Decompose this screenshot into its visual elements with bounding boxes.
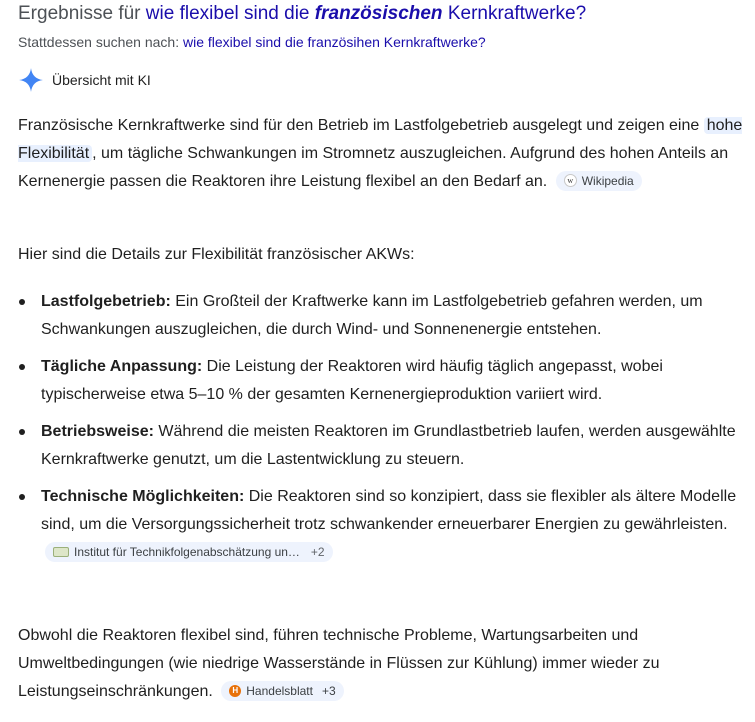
source-chip-handelsblatt[interactable]: H Handelsblatt +3 (221, 681, 343, 701)
list-item: Tägliche Anpassung: Die Leistung der Reaktoren wird häufig täglich angepasst, wobei typischerweise etwa 5–10 % der gesamten Kernenergieproduktion variiert wird. (18, 353, 748, 409)
wikipedia-icon: w (564, 174, 577, 187)
overview-paragraph-2: Obwohl die Reaktoren flexibel sind, führen technische Probleme, Wartungsarbeiten und Umweltbedingungen (wie niedrige Wasserstände in Flüssen zur Kühlung) immer wieder zu Leistungseinschränkungen. H Handelsblatt +3 (18, 627, 660, 700)
search-instead-label: Stattdessen suchen nach: (18, 34, 183, 50)
overview-paragraph-1: Französische Kernkraftwerke sind für den Betrieb im Lastfolgebetrieb ausgelegt und zeigen eine hohe Flexibilität , um tägliche Schwankungen im Stromnetz auszugleichen. Aufgrund des hohen Anteils an Kernenergie passen die Reaktoren ihre Leistung flexibel an den Bedarf an. w Wikipedia (18, 117, 743, 190)
sparkle-icon (18, 67, 44, 93)
ai-overview-heading (18, 67, 151, 93)
list-item: Technische Möglichkeiten: Die Reaktoren sind so konzipiert, dass sie flexibler als ältere Modelle sind, um die Versorgungssicherheit trotz schwankender erneuerbarer Energien zu gewährleisten. Institut für Technikfolgenabschätzung un… +2 (18, 483, 748, 567)
list-item: Lastfolgebetrieb: Ein Großteil der Kraftwerke kann im Lastfolgebetrieb gefahren werden, um Schwankungen auszugleichen, die durch Wind- und Sonnenenergie entstehen. (18, 288, 748, 344)
handelsblatt-icon: H (229, 685, 241, 697)
original-query-link[interactable]: wie flexibel sind die französihen Kernkraftwerke? (183, 34, 486, 50)
results-for-header (18, 3, 586, 25)
list-item: Betriebsweise: Während die meisten Reaktoren im Grundlastbetrieb laufen, werden ausgewählte Kernkraftwerke genutzt, um die Lastentwicklung zu steuern. (18, 418, 748, 474)
source-chip-institut[interactable]: Institut für Technikfolgenabschätzung un… +2 (45, 542, 333, 562)
details-list (18, 288, 748, 576)
source-chip-wikipedia[interactable]: w Wikipedia (556, 171, 642, 191)
corrected-query-link[interactable]: wie flexibel sind die französischen Kernkraftwerke? (145, 3, 587, 24)
details-intro: Hier sind die Details zur Flexibilität französischer AKWs: (18, 246, 415, 263)
institute-logo-icon (53, 547, 69, 557)
results-prefix: Ergebnisse für (18, 3, 146, 24)
ai-overview-label: Übersicht mit KI (52, 72, 151, 88)
highlighted-phrase: hohe Flexibilität (18, 117, 743, 162)
search-instead-suggestion (18, 33, 486, 51)
